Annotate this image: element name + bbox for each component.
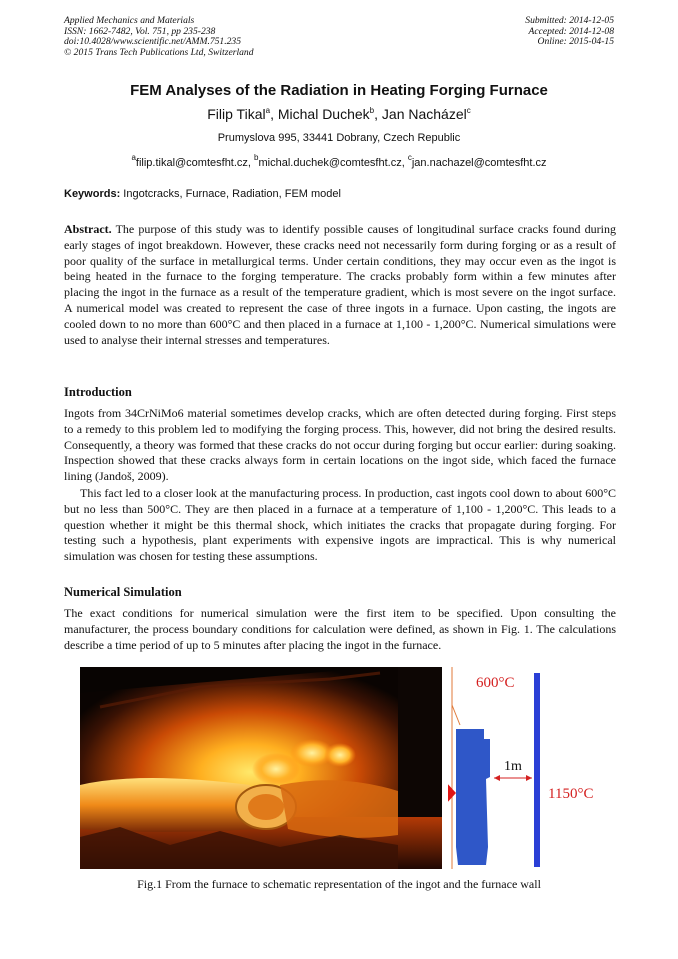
abstract-label: Abstract. [64, 222, 112, 236]
email-link[interactable]: filip.tikal@comtesfht.cz [135, 157, 248, 169]
section-heading-introduction: Introduction [64, 385, 132, 399]
schematic-svg [448, 667, 600, 869]
ingot-temperature-label: 600°C [476, 675, 515, 691]
author-separator: , [374, 106, 382, 122]
author-mark: a [265, 106, 271, 115]
submitted-date: Submitted: 2014-12-05 [525, 15, 614, 26]
issn-line: ISSN: 1662-7482, Vol. 751, pp 235-238 [64, 25, 216, 37]
author-name: Michal Duchek [277, 106, 370, 122]
author-name: Filip Tikal [207, 106, 266, 122]
email-mark: a [131, 153, 136, 162]
numerical-paragraph-1: The exact conditions for numerical simulation were the first item to be specified. Upon consulting the manufacturer, the process boundary conditions for calculation were defined, as shown in Fig. 1. The calculations describe a time period of up to 5 minutes after placing the ingot in the furnace. [64, 606, 616, 652]
schematic-diagram [448, 667, 600, 869]
figure-1 [80, 667, 600, 869]
keywords-text: Ingotcracks, Furnace, Radiation, FEM model [120, 188, 341, 200]
keywords [64, 188, 616, 200]
furnace-photo-image [80, 667, 442, 869]
email-link[interactable]: jan.nachazel@comtesfht.cz [411, 157, 547, 169]
author-name: Jan Nacházel [381, 106, 467, 122]
email-list: $^a$filip.tikal@comtesfht.cz, $^b$michal.duchek@comtesfht.cz, $^c$jan.nachazel@comtesfht.cz [131, 153, 547, 169]
author-list [0, 106, 678, 122]
distance-arrowhead-left [494, 775, 500, 781]
email-mark: b [254, 153, 259, 162]
abstract [64, 222, 616, 348]
figure-caption: Fig.1 From the furnace to schematic representation of the ingot and the furnace wall [137, 877, 541, 891]
accepted-date: Accepted: 2014-12-08 [528, 25, 614, 37]
author-separator: , [270, 106, 278, 122]
journal-header [64, 16, 254, 58]
doi-line: doi:10.4028/www.scientific.net/AMM.751.235 [64, 36, 242, 48]
dates-header [525, 16, 614, 48]
introduction-paragraph-2: This fact led to a closer look at the manufacturing process. In production, cast ingots cool down to about 600°C but no less than 500°C. They are then placed in a furnace at a temperature of 1,100 - 1,200°C. This leads to a question whether it might be this thermal shock, which initiates the cracks that propagate during forging. For testing such a hypothesis, plant experiments with expensive ingots are impractical. This is why numerical simulation was chosen for testing these assumptions. [64, 486, 616, 564]
furnace-wall [534, 673, 540, 867]
email-mark: c [407, 153, 412, 162]
author-mark: b [369, 106, 375, 115]
abstract-text: The purpose of this study was to identify possible causes of longitudinal surface cracks found during early stages of ingot breakdown. However, these cracks need not necessarily form during forging or as a result of poor quality of the surface in metallurgical terms. Under certain conditions, they may occur even as the ingot is being heated in the furnace to the forging temperature. The cracks probably form within a few minutes after placing the ingot in the furnace as a result of the temperature gradient, which is most severe on the ingot surface. A numerical model was created to represent the case of three ingots in a furnace. Upon casting, the ingots are cooled down to no more than 600°C and then placed in a furnace at 1,100 - 1,200°C. Numerical simulations were used to analyse their internal stresses and temperatures. [64, 222, 616, 347]
furnace-photo [80, 667, 442, 869]
journal-name: Applied Mechanics and Materials [64, 15, 195, 26]
wall-temperature-label: 1150°C [548, 786, 594, 802]
distance-arrowhead-right [526, 775, 532, 781]
introduction-paragraph-1: Ingots from 34CrNiMo6 material sometimes develop cracks, which are often detected during forging. First steps to a remedy to this problem led to modifying the forging process. This, however, did not bring the desired results. Consequently, a theory was formed that these cracks do not occur during forging but occur earlier: during soaking. Inspection showed that these cracks always form in certain locations on the ingot side, which faced the furnace lining (Jandoš, 2009). [64, 406, 616, 484]
ingot-shape [456, 729, 490, 865]
section-heading-numerical-simulation: Numerical Simulation [64, 585, 182, 599]
affiliation: Prumyslova 995, 33441 Dobrany, Czech Republic [217, 132, 461, 144]
distance-label: 1m [504, 759, 522, 774]
email-link[interactable]: michal.duchek@comtesfht.cz [258, 157, 402, 169]
paper-title: FEM Analyses of the Radiation in Heating Forging Furnace [130, 82, 548, 99]
author-mark: c [466, 106, 471, 115]
online-date: Online: 2015-04-15 [537, 36, 614, 48]
leader-line [452, 705, 460, 725]
copyright-line: © 2015 Trans Tech Publications Ltd, Switzerland [64, 46, 254, 58]
keywords-label: Keywords: [64, 188, 121, 200]
